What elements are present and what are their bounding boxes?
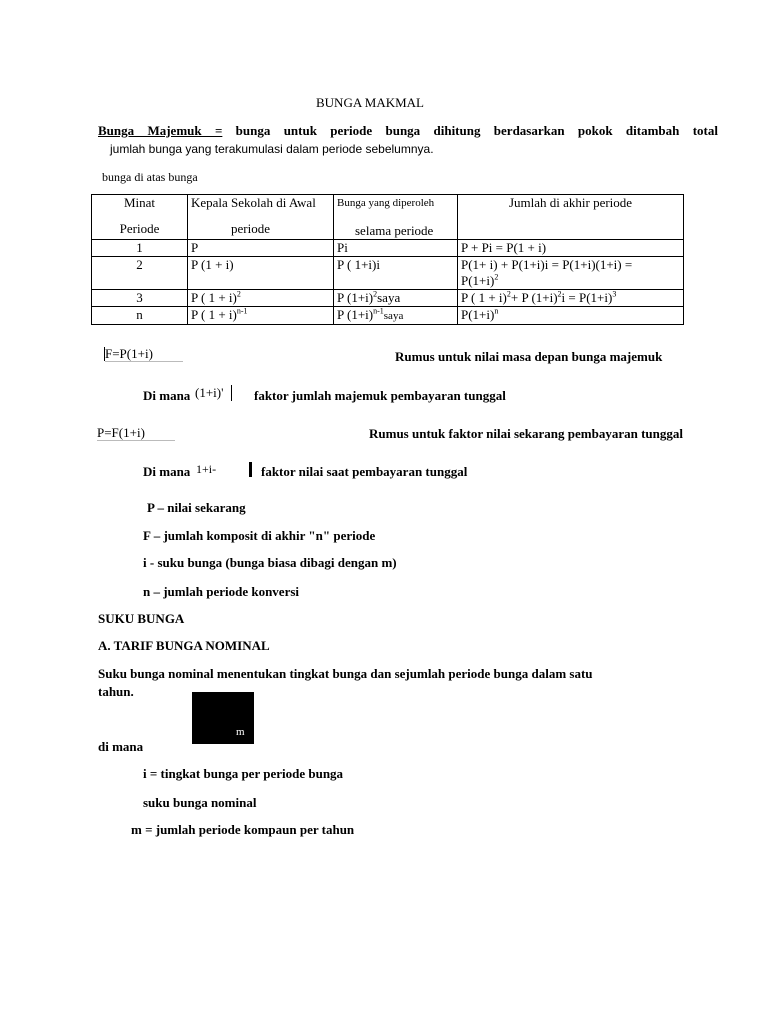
formula-image-m: m [236, 726, 245, 738]
present-factor-expr: 1+i- [196, 462, 252, 477]
var-future-value: F – jumlah komposit di akhir "n" periode [143, 528, 376, 543]
header-interest: Bunga yang diperoleh selama periode [334, 195, 458, 240]
where-label-3: di mana [98, 739, 144, 754]
table-row: 2 P (1 + i) P ( 1+i)i P(1+ i) + P(1+i)i = P(1+i)(1+i) = $P(1+i)^2$ [92, 257, 684, 290]
nominal-rate-formula-image [192, 692, 254, 744]
header-total: Jumlah di akhir periode [458, 195, 684, 240]
page-title: BUNGA MAKMAL [316, 95, 424, 110]
present-factor-description: faktor nilai saat pembayaran tunggal [261, 464, 468, 479]
definition-continuation: jumlah bunga yang terakumulasi dalam periode sebelumnya. [110, 142, 434, 156]
header-period: Minat Periode [92, 195, 188, 240]
future-value-description: Rumus untuk nilai masa depan bunga majemuk [395, 349, 663, 364]
nominal-paragraph-line2: tahun. [98, 684, 134, 699]
table-row: n P ( 1 + i)$^{n-1}$ P $(1+i)^{n-1}saya$ $P(1+i)^n$ [92, 307, 684, 325]
section-heading-nominal: A. TARIF BUNGA NOMINAL [98, 638, 270, 653]
compound-interest-table [91, 194, 684, 325]
definition-text: bunga untuk periode bunga dihitung berdasarkan pokok ditambah total [222, 123, 718, 138]
compound-factor-description: faktor jumlah majemuk pembayaran tunggal [254, 388, 506, 403]
present-value-formula: P=F(1+i) [97, 424, 175, 442]
table-caption: bunga di atas bunga [102, 170, 198, 184]
table-row: 3 P ( 1 + i)$^2$ P $(1+i)^2saya$ P ( 1 + i)$^2$+ P $(1+i)^2i = P(1+i)^3$ [92, 290, 684, 307]
def-nominal-rate: suku bunga nominal [143, 795, 257, 810]
nominal-paragraph-line1: Suku bunga nominal menentukan tingkat bunga dan sejumlah periode bunga dalam satu [98, 666, 593, 681]
where-label-2: Di mana [143, 464, 191, 479]
var-periods: n – jumlah periode konversi [143, 584, 300, 599]
def-compound-periods: m = jumlah periode kompaun per tahun [131, 822, 355, 837]
section-heading-interest: SUKU BUNGA [98, 611, 185, 626]
present-value-description: Rumus untuk faktor nilai sekarang pembayaran tunggal [369, 426, 683, 441]
where-label-1: Di mana [143, 388, 191, 403]
var-interest-rate: i - suku bunga (bunga biasa dibagi dengan m) [143, 555, 397, 570]
definition-term: Bunga Majemuk = [98, 123, 223, 138]
var-present-value: P – nilai sekarang [147, 500, 246, 515]
def-rate-per-period: i = tingkat bunga per periode bunga [143, 766, 344, 781]
table-header-row [92, 195, 684, 240]
compound-factor-expr: (1+i)' [195, 385, 232, 401]
compound-interest-definition [98, 123, 718, 139]
header-principal: Kepala Sekolah di Awal periode [188, 195, 334, 240]
table-row: 1 P Pi P + Pi = P(1 + i) [92, 240, 684, 257]
future-value-formula: F=P(1+i) [104, 345, 183, 363]
